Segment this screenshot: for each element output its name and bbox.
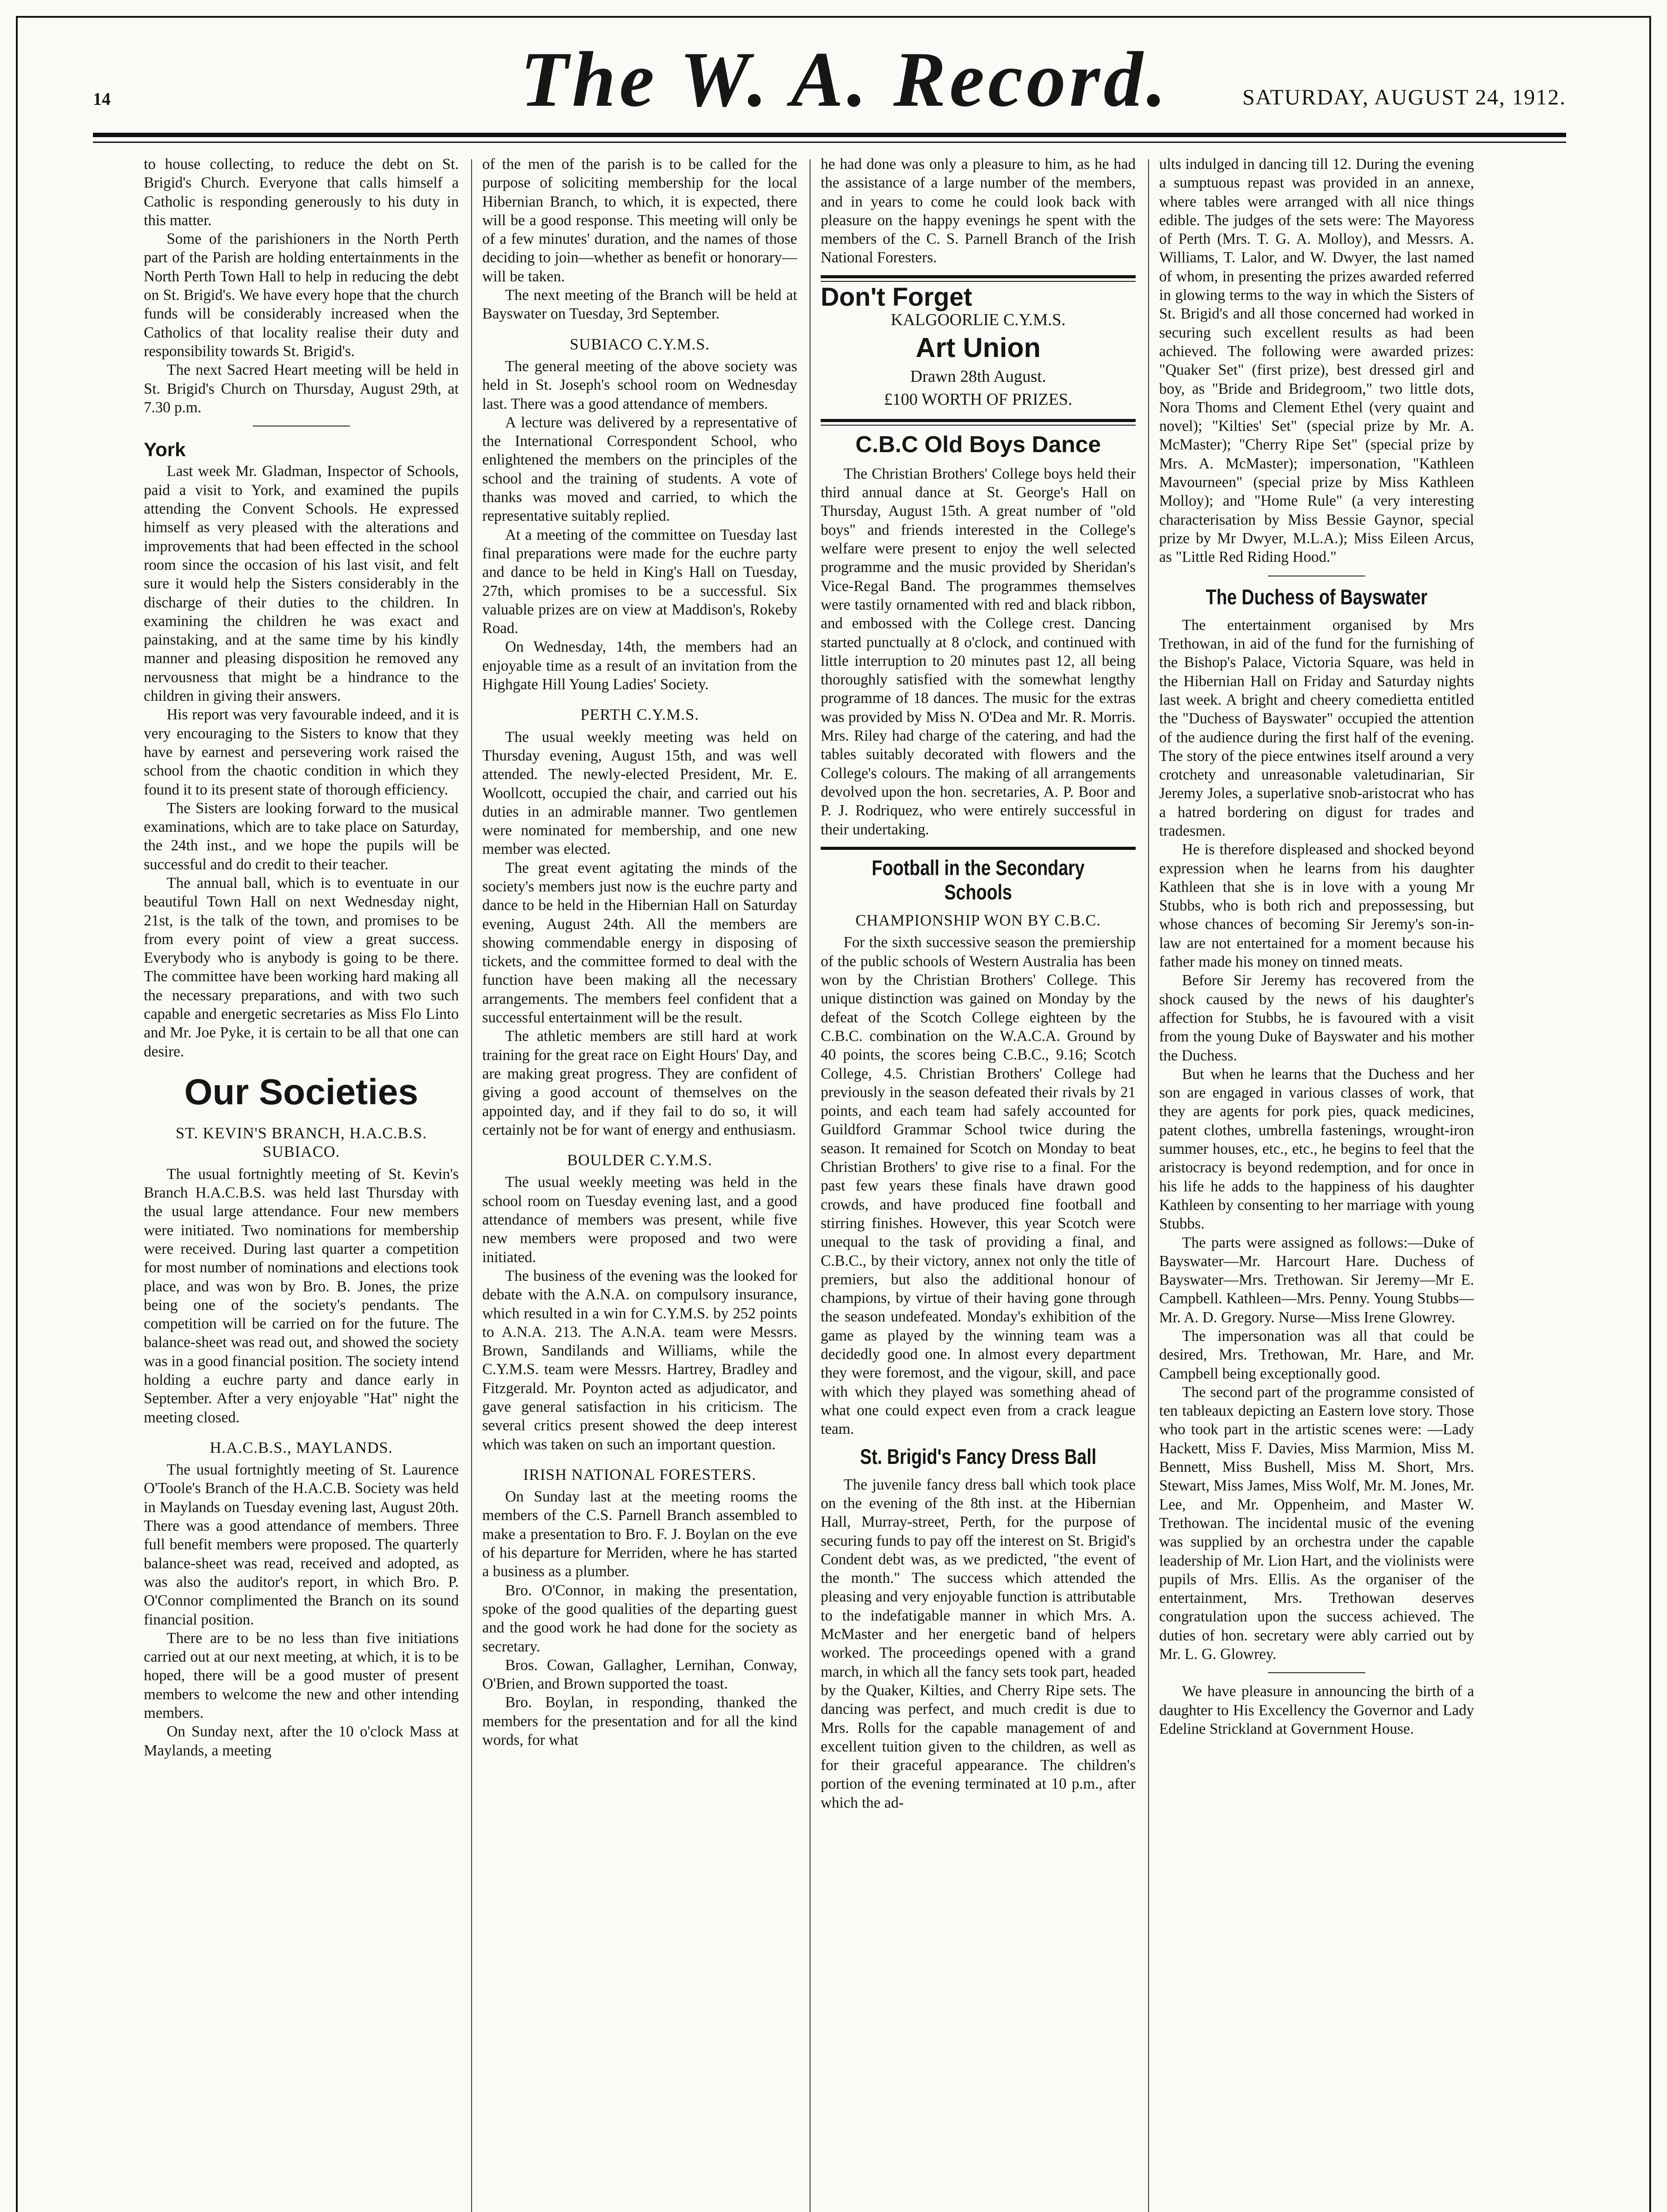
header-rule-thick	[93, 133, 1566, 137]
article-paragraph: Bro. Boylan, in responding, thanked the members for the presentation and for all the kind words, for what	[482, 1694, 797, 1749]
article-paragraph: On Sunday next, after the 10 o'clock Mass at Maylands, a meeting	[144, 1723, 459, 1759]
page-header	[93, 31, 1566, 137]
ad-line: £100 WORTH OF PRIZES.	[884, 390, 1072, 409]
article-paragraph: But when he learns that the Duchess and her son are engaged in various classes of work, that they are agents for pork pies, quack medicines, patent clothes, umbrella fastenings, wrought-iron summer houses, etc., etc., he begins to feel that the aristocracy is beyond redemption, and for once in his life he adds to the happiness of his daughter Kathleen by consenting to her marriage with young Stubbs.	[1159, 1065, 1474, 1233]
column-divider	[471, 159, 472, 2212]
article-paragraph: The great event agitating the minds of the society's members just now is the euchre party and dance to be held in the Hibernian Hall on Saturday evening, August 24th. All the members are showing commendable energy in disposing of tickets, and the committee formed to deal with the function have been making all the necessary arrangements. The members feel confident that a successful entertainment will be the result.	[482, 859, 797, 1026]
article-paragraph: At a meeting of the committee on Tuesday last final preparations were made for the euchre party and dance to be held in King's Hall on Tuesday, 27th, which promises to be a successful. Six valuable prizes are on view at Maddison's, Rokeby Road.	[482, 526, 797, 637]
ad-rule-bottom	[821, 419, 1136, 422]
article-paragraph: Bros. Cowan, Gallagher, Lernihan, Conway, O'Brien, and Brown supported the toast.	[482, 1656, 797, 1693]
article-paragraph: The second part of the programme consisted of ten tableaux depicting an Eastern love story. Those who took part in the artistic scenes were: —Lady Hackett, Miss F. Davies, Miss Marmion, Miss M. Bennett, Miss Bushell, Miss M. Short, Mrs. Stewart, Miss James, Miss Wolf, Mr. M. Jones, Mr. Lee, and Mr. Oppenheim, and Master W. Trethowan. The incidental music of the evening was supplied by an orchestra under the capable leadership of Mr. Lion Hart, and the violinists were pupils of Mrs. Ellis. As the organiser of the entertainment, Mrs. Trethowan deserves congratulation upon the success achieved. The duties of hon. secretary were ably carried out by Mr. L. G. Glowrey.	[1159, 1383, 1474, 1663]
column-1	[144, 155, 459, 2212]
ad-rule-top-thin	[821, 281, 1136, 282]
article-paragraph: The athletic members are still hard at work training for the great race on Eight Hours' Day, and are making great progress. They are confident of giving a good account of themselves on the appointed day, and if they fail to do so, it will certainly not be for want of energy and enthusiasm.	[482, 1028, 797, 1138]
article-paragraph: A lecture was delivered by a representative of the International Correspondent School, who enlightened the members on the principles of the school and the training of students. A vote of thanks was moved and carried, to which the representative suitably replied.	[482, 414, 797, 525]
article-paragraph: The next Sacred Heart meeting will be held in St. Brigid's Church on Thursday, August 29th, at 7.30 p.m.	[144, 361, 459, 416]
column-divider	[1148, 159, 1149, 2212]
article-paragraph: to house collecting, to reduce the debt on St. Brigid's Church. Everyone that calls himself a Catholic is responding generously to his duty in this matter.	[144, 156, 459, 229]
article-paragraph: Some of the parishioners in the North Perth part of the Parish are holding entertainments in the North Perth Town Hall to help in reducing the debt on St. Brigid's. We have every hope that the church funds will be considerably increased when the Catholics of that locality realise their duty and responsibility towards St. Brigid's.	[144, 230, 459, 360]
article-paragraph: Last week Mr. Gladman, Inspector of Schools, paid a visit to York, and examined the pupils attending the Convent Schools. He expressed himself as very pleased with the alterations and improvements that had been effected in the school room since the occasion of his last visit, and felt sure it would help the Sisters considerably in the discharge of their duties to the children. In examining the children he was exact and painstaking, and at the same time by his kindly manner and pleasing disposition he removed any nervousness that might be a hindrance to the children in giving their answers.	[144, 463, 459, 705]
article-paragraph: The usual fortnightly meeting of St. Laurence O'Toole's Branch of the H.A.C.B. Society was held in Maylands on Tuesday evening last, August 20th. There was a good attendance of members. Three full benefit members were proposed. The quarterly balance-sheet was read, received and adopted, as was also the auditor's report, in which Bro. P. O'Connor complimented the Branch on its sound financial position.	[144, 1461, 459, 1628]
ad-line: KALGOORLIE C.Y.M.S.	[891, 311, 1066, 330]
page-number: 14	[93, 89, 111, 109]
article-paragraph: The business of the evening was the looked for debate with the A.N.A. on compulsory insurance, which resulted in a win for C.Y.M.S. by 252 points to A.N.A. 213. The A.N.A. team were Messrs. Brown, Sandilands and Williams, while the C.Y.M.S. team were Messrs. Hartrey, Bradley and Fitzgerald. Mr. Poynton acted as adjudicator, and gave general satisfaction in his criticism. The several critics present showed the deep interest which was taken on such an important question.	[482, 1267, 797, 1453]
article-paragraph: The parts were assigned as follows:—Duke of Bayswater—Mr. Harcourt Hare. Duchess of Bayswater—Mrs. Trethowan. Sir Jeremy—Mr E. Campbell. Kathleen—Mrs. Penny. Young Stubbs—Mr. A. D. Gregory. Nurse—Miss Irene Glowrey.	[1159, 1234, 1474, 1326]
subheading-irish-foresters: IRISH NATIONAL FORESTERS.	[523, 1465, 757, 1483]
birth-announcement: We have pleasure in announcing the birth of a daughter to His Excellency the Governor and Lady Edeline Strickland at Government House.	[1159, 1683, 1474, 1737]
article-paragraph: The usual fortnightly meeting of St. Kevin's Branch H.A.C.B.S. was held last Thursday with the usual large attendance. Four new members were initiated. Two nominations for membership were received. During last quarter a competition for most number of nominations and elections took place, and was won by Bro. B. Jones, the prize being one of the society's pendants. The competition will be carried on for the future. The balance-sheet was read out, and showed the society was in a good financial position. The society intend holding a euchre party and dance early in September. After a very enjoyable "Hat" night the meeting closed.	[144, 1165, 459, 1426]
duchess-heading: The Duchess of Bayswater	[1206, 585, 1428, 609]
article-paragraph: On Sunday last at the meeting rooms the members of the C.S. Parnell Branch assembled to make a presentation to Bro. F. J. Boylan on the eve of his departure for Merriden, where he has started a business as a plumber.	[482, 1488, 797, 1580]
article-paragraph: On Wednesday, 14th, the members had an enjoyable time as a result of an invitation from the Highgate Hill Young Ladies' Society.	[482, 638, 797, 693]
article-columns	[144, 155, 1555, 2212]
column-4	[1159, 155, 1474, 2212]
article-paragraph: There are to be no less than five initiations carried out at our next meeting, at which, it is to be hoped, there will be a good muster of present members to welcome the new and other intending members.	[144, 1629, 459, 1722]
article-paragraph: The entertainment organised by Mrs Trethowan, in aid of the fund for the furnishing of the Bishop's Palace, Victoria Square, was held in the Hibernian Hall on Friday and Saturday nights last week. A bright and cheery comedietta entitled the "Duchess of Bayswater" occupied the attention of the audience during the first half of the evening. The story of the piece entwines itself around a very crotchety and unreasonable valetudinarian, Sir Jeremy Joles, a superlative snob-aristocrat who has a hatred bordering on digust for trades and tradesmen.	[1159, 616, 1474, 839]
section-heading-york: York	[144, 439, 186, 461]
article-paragraph: The impersonation was all that could be desired, Mrs. Trethowan, Mr. Hare, and Mr. Campbell being exceptionally good.	[1159, 1328, 1474, 1382]
section-divider	[1268, 1672, 1365, 1673]
subheading-maylands: H.A.C.B.S., MAYLANDS.	[210, 1438, 393, 1456]
article-paragraph: of the men of the parish is to be called for the purpose of soliciting membership for the local Hibernian Branch, to which, it is expected, there will be a good response. This meeting will only be of a few minutes' duration, and the names of those deciding to join—whether as benefit or honorary—will be taken.	[482, 156, 797, 285]
article-paragraph: Bro. O'Connor, in making the presentation, spoke of the good qualities of the departing guest and the good work he had done for the society as secretary.	[482, 1582, 797, 1655]
article-paragraph: The Sisters are looking forward to the musical examinations, which are to take place on Saturday, the 24th inst., and we hope the pupils will be successful and do credit to their teacher.	[144, 799, 459, 873]
article-paragraph: The juvenile fancy dress ball which took place on the evening of the 8th inst. at the Hibernian Hall, Murray-street, Perth, for the purpose of securing funds to pay off the interest on St. Brigid's Condent debt was, as we predicted, "the event of the month." The success which attended the pleasing and very enjoyable function is attributable to the indefatigable manner in which Mrs. A. McMaster and her energetic band of helpers worked. The proceedings opened with a grand march, in which all the fancy sets took part, headed by the Quaker, Kilties, and Cherry Ripe sets. The dancing was perfect, and much credit is due to Mrs. Rolls for the capable management of and excellent tuition given to the children, as well as for their graceful appearance. The children's portion of the evening terminated at 10 p.m., after which the ad-	[821, 1476, 1136, 1811]
ad-line: Drawn 28th August.	[910, 367, 1046, 386]
article-paragraph: ults indulged in dancing till 12. During the evening a sumptuous repast was provided in an annexe, where tables were arranged with all nice things edible. The judges of the sets were: The Mayoress of Perth (Mrs. T. G. A. Molloy), and Messrs. A. Williams, T. Lalor, and W. Dwyer, the last named of whom, in presenting the prizes awarded referred in glowing terms to the way in which the Sisters of St. Brigid's and all those concerned had worked in securing such excellent results as had been achieved. The following were awarded prizes: "Quaker Set" (first prize), best dressed girl and boy, as "Bride and Bridegroom," two little dots, Nora Thoms and Clement Ethel (very quaint and novel); "Kilties' Set" (special prize by Mr. A. McMaster); "Cherry Ripe Set" (special prize by Mrs. A. McMaster); impersonation, "Kathleen Mavourneen" (special prize by Miss Kathleen Molloy); and "Home Rule" (a very interesting characterisation by Miss Bessie Gaynor, special prize by Mr Dwyer, M.L.A.); Miss Eileen Arcus, as "Little Red Riding Hood."	[1159, 156, 1474, 566]
football-subheading: CHAMPIONSHIP WON BY C.B.C.	[855, 911, 1101, 929]
article-paragraph: The usual weekly meeting was held on Thursday evening, August 15th, and was well attended. The newly-elected President, Mr. E. Woollcott, occupied the chair, and carried out his duties in an admirable manner. Two gentlemen were nominated for membership, and one new member was elected.	[482, 728, 797, 858]
column-3	[821, 155, 1136, 2212]
article-paragraph: he had done was only a pleasure to him, as he had the assistance of a large number of the members, and in years to come he could look back with pleasure on the happy evenings he spent with the members of the C. S. Parnell Branch of the Irish National Foresters.	[821, 156, 1136, 266]
column-2	[482, 155, 797, 2212]
article-paragraph: The Christian Brothers' College boys held their third annual dance at St. George's Hall on Thursday, August 15th. A great number of "old boys" and friends interested in the College's welfare were present to enjoy the well selected programme and the music provided by Sheridan's Vice-Regal Band. The programmes themselves were tastily ornamented with red and black ribbon, and embossed with the College crest. Dancing started punctually at 8 o'clock, and continued with little interruption to 20 minutes past 12, all being thoroughly satisfied with the somewhat lengthy programme of 18 dances. The music for the extras was provided by Miss N. O'Dea and Mr. R. Morris. Mrs. Riley had charge of the catering, and had the tables suitably decorated with flowers and the College's colours. The making of all arrangements devolved upon the hon. secretaries, A. P. Boor and P. J. Rodriquez, who were entirely successful in their undertaking.	[821, 465, 1136, 838]
ad-rule-top	[821, 275, 1136, 278]
article-paragraph: Before Sir Jeremy has recovered from the shock caused by the news of his daughter's affection for Stubbs, he is favoured with a visit from the young Duke of Bayswater and his mother the Duchess.	[1159, 972, 1474, 1064]
our-societies-heading: Our Societies	[184, 1071, 419, 1112]
cbc-dance-heading: C.B.C Old Boys Dance	[855, 432, 1101, 458]
issue-date: SATURDAY, AUGUST 24, 1912.	[1242, 84, 1566, 109]
header-rule-thin	[93, 142, 1566, 143]
subheading-st-kevins: ST. KEVIN'S BRANCH, H.A.C.B.S. SUBIACO.	[176, 1124, 427, 1161]
article-paragraph: The general meeting of the above society was held in St. Joseph's school room on Wednesday last. There was a good attendance of members.	[482, 357, 797, 412]
article-paragraph: His report was very favourable indeed, and it is very encouraging to the Sisters to know that they have by earnest and persevering work raised the school from the chaotic condition in which they found it to its present state of thorough efficiency.	[144, 706, 459, 798]
article-paragraph: For the sixth successive season the premiership of the public schools of Western Australia has been won by the Christian Brothers' College. This unique distinction was gained on Monday by the defeat of the Scotch College eighteen by the C.B.C. combination on the W.A.C.A. Ground by 40 points, the scores being C.B.C., 9.16; Scotch College, 4.5. Christian Brothers' College had previously in the season defeated their rivals by 21 points, and each team had safely accounted for Guildford Grammar School twice during the season. It remained for Scotch on Monday to beat Christian Brothers' to give rise to a final. For the past few years these finals have drawn good crowds, and have produced fine football and stirring finishes. However, this year Scotch were unequal to the task of providing a final, and C.B.C., by their victory, annex not only the title of premiers, but also the additional honour of champions, by virtue of their having gone through the season undefeated. Monday's exhibition of the game as played by the winning team was a decidedly good one. In almost every department they were foremost, and the vigour, skill, and pace with which they played was something ahead of what one could expect even from a crack league team.	[821, 934, 1136, 1438]
masthead-title: The W. A. Record.	[520, 35, 1170, 123]
article-paragraph: The annual ball, which is to eventuate in our beautiful Town Hall on next Wednesday night, 21st, is the talk of the town, and promises to be from every point of view a great success. Everybody who is anybody is going to be there. The committee have been working hard making all the necessary preparations, and with two such capable and energetic secretaries as Miss Flo Linto and Mr. Joe Pyke, it is certain to be all that one can desire.	[144, 874, 459, 1060]
article-paragraph: The next meeting of the Branch will be held at Bayswater on Tuesday, 3rd September.	[482, 287, 797, 323]
ad-rule-bottom-thin	[821, 425, 1136, 426]
section-rule	[821, 847, 1136, 850]
ad-art-union: Art Union	[915, 333, 1041, 364]
subheading-perth-cyms: PERTH C.Y.M.S.	[580, 706, 699, 724]
football-heading: Football in the Secondary Schools	[872, 856, 1085, 904]
subheading-boulder-cyms: BOULDER C.Y.M.S.	[567, 1151, 713, 1169]
article-paragraph: He is therefore displeased and shocked beyond expression when he learns from his daughter Kathleen that she is in love with a young Mr Stubbs, who is both rich and prepossessing, but whose chances of becoming Sir Jeremy's son-in-law are not entertained for a moment because his father made his money on tinned meats.	[1159, 841, 1474, 971]
ad-title: Don't Forget	[821, 282, 972, 311]
subheading-subiaco-cyms: SUBIACO C.Y.M.S.	[569, 335, 710, 353]
article-paragraph: The usual weekly meeting was held in the school room on Tuesday evening last, and a good attendance of members was present, while five new members were proposed and two were initiated.	[482, 1174, 797, 1266]
fancy-dress-ball-heading: St. Brigid's Fancy Dress Ball	[860, 1445, 1097, 1469]
